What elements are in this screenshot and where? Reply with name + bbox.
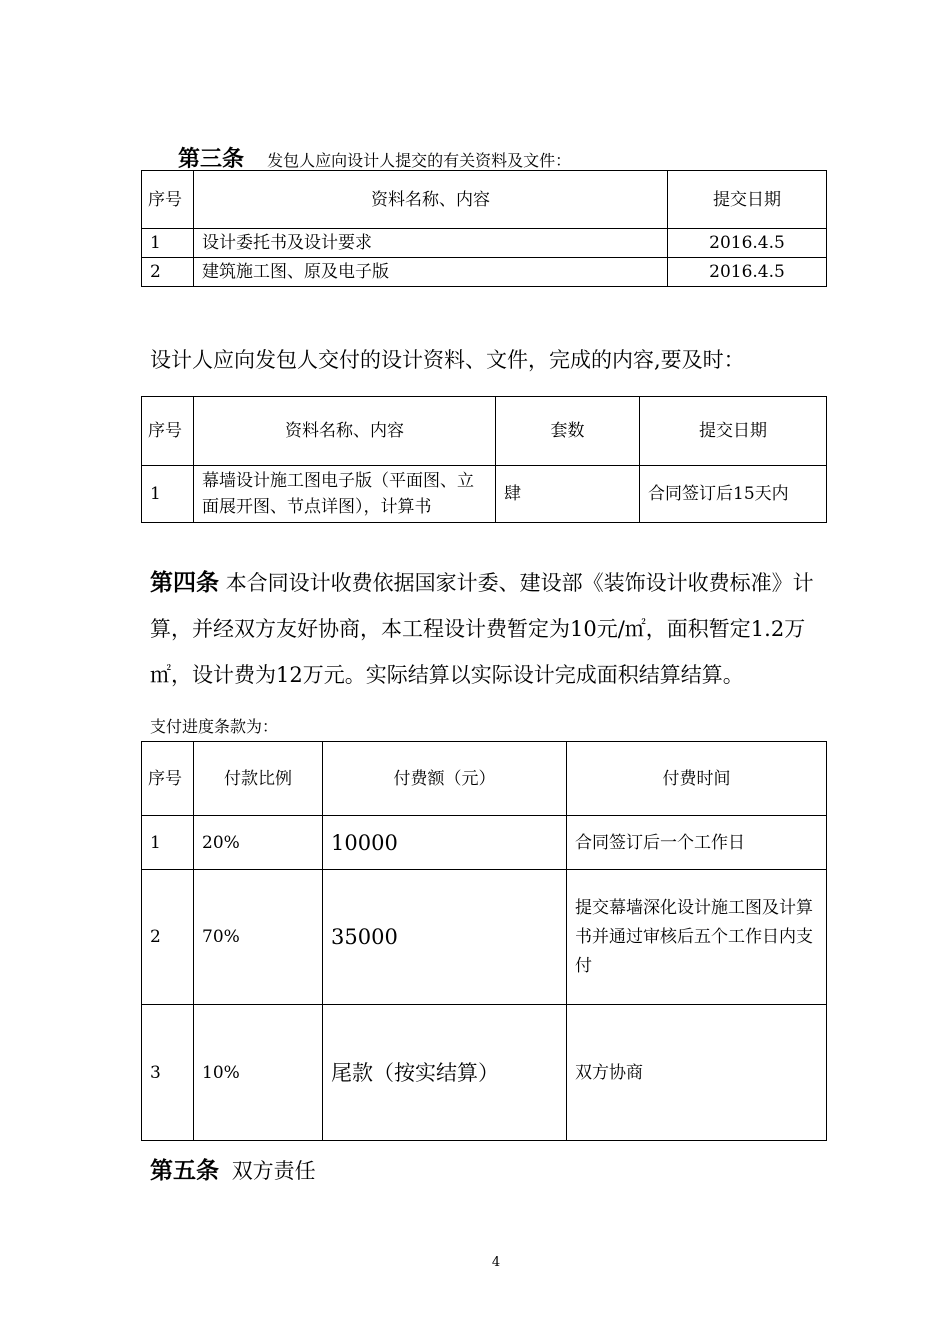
header-name: 资料名称、内容 bbox=[194, 171, 668, 229]
submission-table bbox=[141, 170, 827, 287]
table-row bbox=[142, 1005, 827, 1141]
header-seq: 序号 bbox=[142, 397, 194, 466]
table-row bbox=[142, 229, 827, 258]
header-seq: 序号 bbox=[142, 171, 194, 229]
deliver-intro: 设计人应向发包人交付的设计资料、文件，完成的内容,要及时： bbox=[150, 348, 745, 372]
cell-ratio: 70% bbox=[194, 870, 323, 1005]
article3-heading: 第三条 bbox=[178, 147, 245, 172]
cell-seq: 1 bbox=[142, 816, 194, 870]
cell-name: 设计委托书及设计要求 bbox=[194, 229, 668, 258]
table-header-row bbox=[142, 742, 827, 816]
cell-seq: 1 bbox=[142, 466, 194, 523]
header-sets: 套数 bbox=[496, 397, 640, 466]
article3-intro: 发包人应向设计人提交的有关资料及文件： bbox=[267, 151, 572, 170]
payment-intro: 支付进度条款为： bbox=[150, 717, 279, 736]
cell-amount: 10000 bbox=[323, 816, 567, 870]
payment-table bbox=[141, 741, 827, 1141]
cell-date: 2016.4.5 bbox=[668, 229, 827, 258]
table-row bbox=[142, 870, 827, 1005]
header-name: 资料名称、内容 bbox=[194, 397, 496, 466]
cell-seq: 2 bbox=[142, 870, 194, 1005]
article4-paragraph bbox=[150, 560, 850, 698]
cell-sets: 肆 bbox=[496, 466, 640, 523]
article4-text-line3: ㎡，设计费为12万元。实际结算以实际设计完成面积结算结算。 bbox=[150, 663, 744, 687]
cell-time: 合同签订后一个工作日 bbox=[567, 816, 827, 870]
article4-heading: 第四条 bbox=[150, 570, 219, 596]
deliverables-table bbox=[141, 396, 827, 523]
cell-name: 建筑施工图、原及电子版 bbox=[194, 258, 668, 287]
article4-text-line1: 本合同设计收费依据国家计委、建设部《装饰设计收费标准》计 bbox=[225, 571, 814, 595]
page-number: 4 bbox=[491, 1255, 501, 1270]
article4-text-line2: 算，并经双方友好协商，本工程设计费暂定为10元/㎡，面积暂定1.2万 bbox=[150, 617, 806, 641]
cell-seq: 1 bbox=[142, 229, 194, 258]
cell-amount: 35000 bbox=[323, 870, 567, 1005]
table-row bbox=[142, 258, 827, 287]
table-header-row bbox=[142, 397, 827, 466]
table-row bbox=[142, 816, 827, 870]
cell-ratio: 20% bbox=[194, 816, 323, 870]
article5-text: 双方责任 bbox=[231, 1159, 316, 1183]
header-date: 提交日期 bbox=[640, 397, 827, 466]
cell-seq: 3 bbox=[142, 1005, 194, 1141]
cell-time: 双方协商 bbox=[567, 1005, 827, 1141]
cell-time: 提交幕墙深化设计施工图及计算书并通过审核后五个工作日内支付 bbox=[567, 870, 827, 1005]
cell-name: 幕墙设计施工图电子版（平面图、立面展开图、节点详图），计算书 bbox=[194, 466, 496, 523]
table-header-row bbox=[142, 171, 827, 229]
article5-heading: 第五条 bbox=[150, 1158, 219, 1184]
table-row bbox=[142, 466, 827, 523]
article5-line bbox=[150, 1152, 316, 1185]
header-date: 提交日期 bbox=[668, 171, 827, 229]
header-time: 付费时间 bbox=[567, 742, 827, 816]
cell-date: 合同签订后15天内 bbox=[640, 466, 827, 523]
cell-amount: 尾款（按实结算） bbox=[323, 1005, 567, 1141]
header-amount: 付费额（元） bbox=[323, 742, 567, 816]
article3-heading-line bbox=[178, 142, 571, 173]
header-ratio: 付款比例 bbox=[194, 742, 323, 816]
cell-date: 2016.4.5 bbox=[668, 258, 827, 287]
cell-ratio: 10% bbox=[194, 1005, 323, 1141]
header-seq: 序号 bbox=[142, 742, 194, 816]
cell-seq: 2 bbox=[142, 258, 194, 287]
